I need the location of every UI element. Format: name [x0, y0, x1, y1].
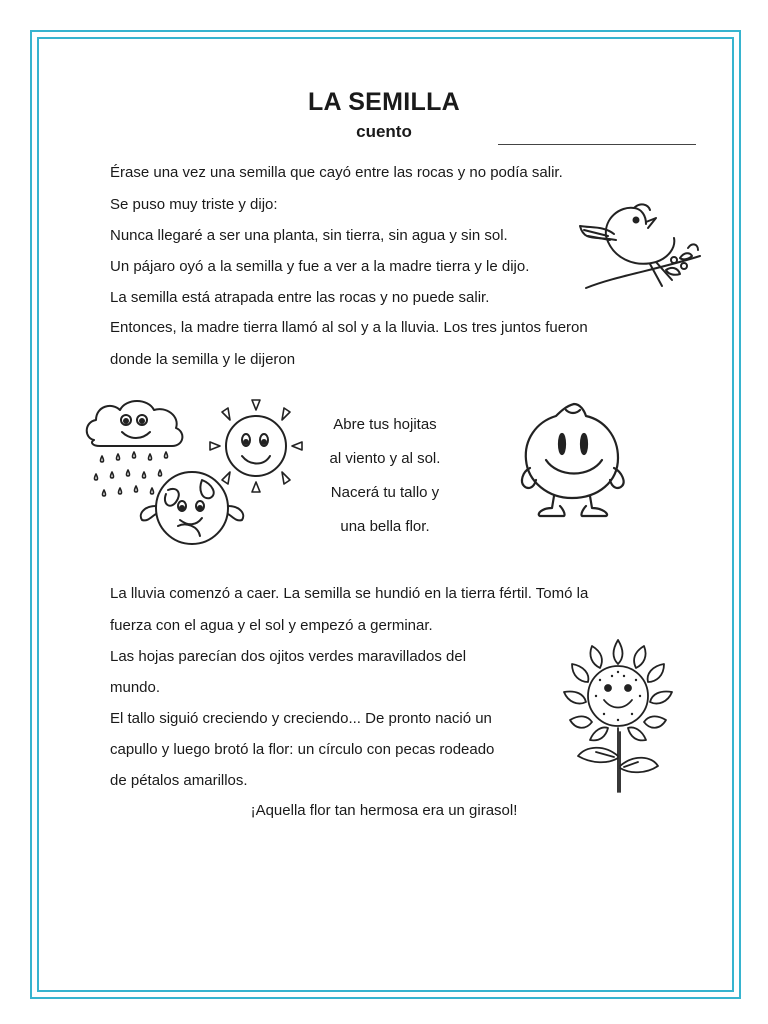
poem-line: al viento y al sol. — [329, 450, 441, 467]
story-line: Nunca llegaré a ser una planta, sin tierra, sin agua y sin sol. — [110, 227, 508, 244]
story-subtitle: cuento — [356, 122, 412, 141]
sunflower-icon — [548, 636, 688, 796]
story-line: Las hojas parecían dos ojitos verdes maravillados del — [110, 648, 467, 665]
story-line: capullo y luego brotó la flor: un círculo con pecas rodeado — [110, 741, 495, 758]
story-title: LA SEMILLA — [307, 88, 461, 116]
bird-icon — [576, 196, 704, 298]
name-blank-line — [498, 144, 696, 145]
story-line: La semilla está atrapada entre las rocas y no puede salir. — [110, 289, 490, 306]
story-line: Érase una vez una semilla que cayó entre las rocas y no podía salir. — [110, 164, 563, 181]
poem-line: Abre tus hojitas — [333, 416, 437, 433]
story-line: donde la semilla y le dijeron — [110, 351, 296, 368]
poem-line: Nacerá tu tallo y — [330, 484, 440, 501]
story-line: mundo. — [110, 679, 161, 696]
story-line: La lluvia comenzó a caer. La semilla se hundió en la tierra fértil. Tomó la — [110, 585, 589, 602]
poem-line: una bella flor. — [340, 518, 430, 535]
seed-character-icon — [510, 398, 642, 522]
story-line: fuerza con el agua y el sol y empezó a germinar. — [110, 617, 433, 634]
cloud-sun-earth-icon — [82, 394, 318, 552]
story-line: Un pájaro oyó a la semilla y fue a ver a la madre tierra y le dijo. — [110, 258, 530, 275]
story-line: de pétalos amarillos. — [110, 772, 248, 789]
story-line: Se puso muy triste y dijo: — [110, 196, 278, 213]
story-line: Entonces, la madre tierra llamó al sol y a la lluvia. Los tres juntos fueron — [110, 319, 588, 336]
story-closing-line: ¡Aquella flor tan hermosa era un girasol! — [250, 802, 518, 819]
story-line: El tallo siguió creciendo y creciendo... De pronto nació un — [110, 710, 492, 727]
